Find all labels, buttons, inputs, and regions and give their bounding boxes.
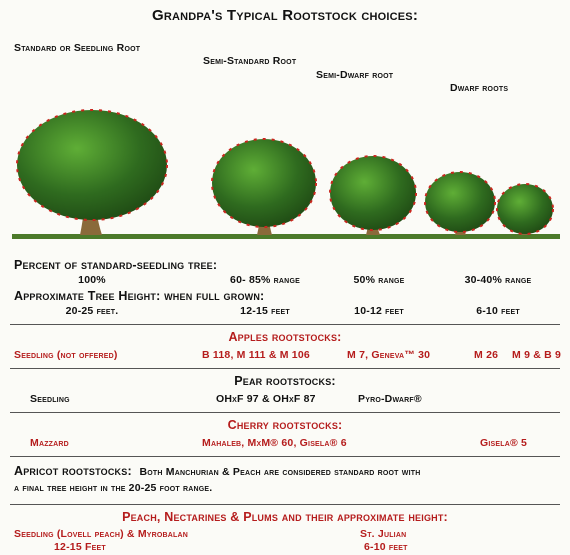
pear-item-ohxf: OHxF 97 & OHxF 87 — [216, 393, 316, 405]
tree-semi-dwarf — [330, 156, 416, 235]
apricot-text — [14, 464, 420, 478]
cherry-item-gisela5: Gisela® 5 — [480, 437, 528, 449]
peach-left-name: Seedling (Lovell peach) & Myrobalan — [14, 528, 189, 540]
apricot-line2: a final tree height in the 20-25 foot range. — [14, 482, 213, 494]
label-semi-standard-root: Semi-Standard Root — [203, 55, 297, 67]
apricot-line1: Both Manchurian & Peach are considered standard root with — [139, 466, 421, 478]
percent-value-semi-dwarf: 50% range — [353, 274, 405, 286]
cherry-item-mahaleb: Mahaleb, MxM® 60, Gisela® 6 — [202, 437, 347, 449]
divider — [10, 456, 560, 457]
divider — [10, 412, 560, 413]
apples-item-dwarf-m26: M 26 — [474, 349, 499, 361]
label-semi-dwarf-root: Semi-Dwarf root — [316, 69, 394, 81]
height-value-semi-dwarf: 10-12 feet — [354, 305, 404, 317]
height-value-dwarf: 6-10 feet — [476, 305, 520, 317]
apples-title: Apples rootstocks: — [228, 330, 342, 344]
label-dwarf-roots: Dwarf roots — [450, 82, 509, 94]
tree-standard — [17, 110, 167, 235]
percent-label: Percent of standard-seedling tree: — [14, 258, 218, 272]
peach-right-height: 6-10 feet — [364, 541, 408, 553]
apples-item-seedling: Seedling (not offered) — [14, 349, 118, 361]
divider — [10, 324, 560, 325]
page-title: Grandpa's Typical Rootstock choices: — [151, 7, 419, 24]
tree-semi-standard — [212, 139, 316, 235]
apples-item-semi-dwarf: M 7, Geneva™ 30 — [347, 349, 431, 361]
pear-item-pyro-dwarf: Pyro-Dwarf® — [358, 393, 422, 405]
divider — [10, 504, 560, 505]
apples-item-semi-standard: B 118, M 111 & M 106 — [202, 349, 310, 361]
apricot-lead: Apricot rootstocks: — [14, 464, 132, 478]
peach-right-name: St. Julian — [360, 528, 407, 540]
percent-value-standard: 100% — [78, 274, 106, 286]
pear-title: Pear rootstocks: — [234, 374, 336, 388]
percent-value-dwarf: 30-40% range — [464, 274, 532, 286]
cherry-item-mazzard: Mazzard — [30, 437, 69, 449]
label-standard-root: Standard or Seedling Root — [14, 42, 141, 54]
tree-dwarf-large — [425, 172, 495, 235]
cherry-title: Cherry rootstocks: — [227, 418, 343, 432]
tree-dwarf-small — [497, 184, 553, 235]
peach-title: Peach, Nectarines & Plums and their approximate height: — [122, 510, 448, 524]
pear-item-seedling: Seedling — [30, 393, 70, 405]
divider — [10, 368, 560, 369]
peach-left-height: 12-15 Feet — [54, 541, 106, 553]
height-value-semi-standard: 12-15 feet — [240, 305, 290, 317]
height-value-standard: 20-25 feet. — [65, 305, 119, 317]
tree-illustration — [0, 95, 570, 245]
height-label: Approximate Tree Height: when full grown: — [14, 289, 265, 303]
apples-item-dwarf-m9: M 9 & B 9 — [512, 349, 562, 361]
percent-value-semi-standard: 60- 85% range — [230, 274, 300, 286]
